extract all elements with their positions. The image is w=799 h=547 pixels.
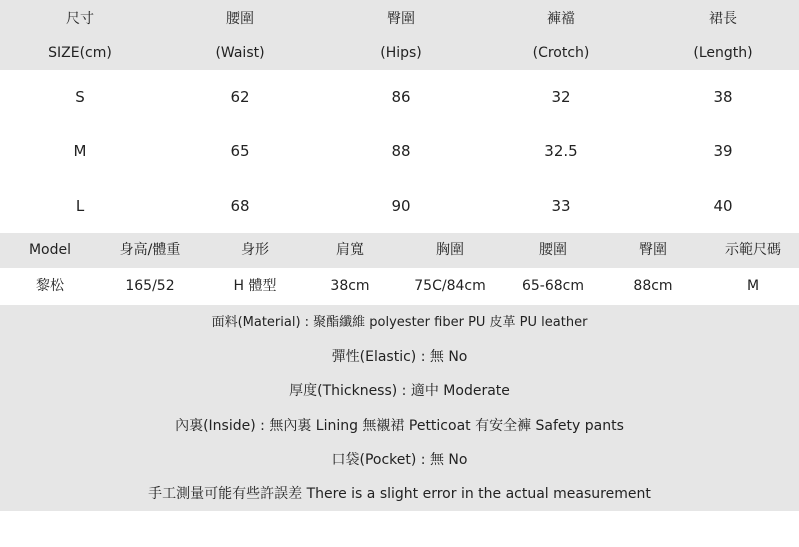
info-elastic: 彈性(Elastic) : 無 No [331, 349, 468, 365]
size-cell: M [73, 142, 87, 160]
table-row [0, 179, 799, 233]
info-material: 面料(Material) : 聚酯纖維 polyester fiber PU 皮革 PU leather [211, 315, 588, 330]
model-table-row [0, 268, 799, 305]
size-table-body [0, 70, 799, 233]
model-hips: 88cm [633, 278, 673, 294]
crotch-cell: 33 [551, 197, 571, 215]
model-body-shape: H 體型 [233, 278, 277, 294]
product-info-block [0, 305, 799, 511]
header-height-weight: 身高/體重 [119, 242, 181, 258]
header-model: Model [28, 242, 72, 258]
length-cell: 39 [713, 142, 733, 160]
header-crotch-en: (Crotch) [532, 45, 590, 61]
waist-cell: 65 [230, 142, 250, 160]
crotch-cell: 32.5 [544, 142, 578, 160]
header-size-zh: 尺寸 [66, 11, 94, 27]
size-cell: S [75, 88, 85, 106]
header-length-en: (Length) [693, 45, 753, 61]
hips-cell: 86 [391, 88, 411, 106]
model-bust: 75C/84cm [414, 278, 486, 294]
model-sample-size: M [746, 278, 760, 294]
header-waist-en: (Waist) [215, 45, 265, 61]
info-pocket: 口袋(Pocket) : 無 No [331, 452, 468, 468]
header-hips-zh: 臀圍 [387, 11, 415, 27]
waist-cell: 68 [230, 197, 250, 215]
model-height-weight: 165/52 [125, 278, 175, 294]
info-measurement-note: 手工測量可能有些許誤差 There is a slight error in the actual measurement [148, 486, 651, 502]
size-table-header [0, 0, 799, 70]
header-crotch-zh: 褲襠 [547, 11, 575, 27]
header-hips-en: (Hips) [380, 45, 422, 61]
header-length-zh: 裙長 [709, 11, 737, 27]
crotch-cell: 32 [551, 88, 571, 106]
table-row [0, 124, 799, 178]
size-header-english-row [0, 38, 799, 68]
length-cell: 38 [713, 88, 733, 106]
waist-cell: 62 [230, 88, 250, 106]
hips-cell: 88 [391, 142, 411, 160]
header-hips: 臀圍 [639, 242, 667, 258]
model-table-header [0, 233, 799, 268]
header-body-shape: 身形 [241, 242, 269, 258]
header-size-en: SIZE(cm) [48, 45, 112, 61]
size-cell: L [75, 197, 85, 215]
header-sample-size: 示範尺碼 [725, 242, 781, 258]
hips-cell: 90 [391, 197, 411, 215]
header-bust: 胸圍 [436, 242, 464, 258]
size-header-chinese-row [0, 4, 799, 34]
length-cell: 40 [713, 197, 733, 215]
header-shoulder: 肩寬 [336, 242, 364, 258]
info-thickness: 厚度(Thickness) : 適中 Moderate [289, 383, 510, 399]
info-inside: 內裏(Inside) : 無內裏 Lining 無襯裙 Petticoat 有安全褲 Safety pants [175, 418, 624, 434]
header-waist: 腰圍 [539, 242, 567, 258]
table-row [0, 70, 799, 124]
model-waist: 65-68cm [521, 278, 584, 294]
model-shoulder: 38cm [330, 278, 370, 294]
model-name: 黎松 [36, 278, 64, 294]
header-waist-zh: 腰圍 [226, 11, 254, 27]
